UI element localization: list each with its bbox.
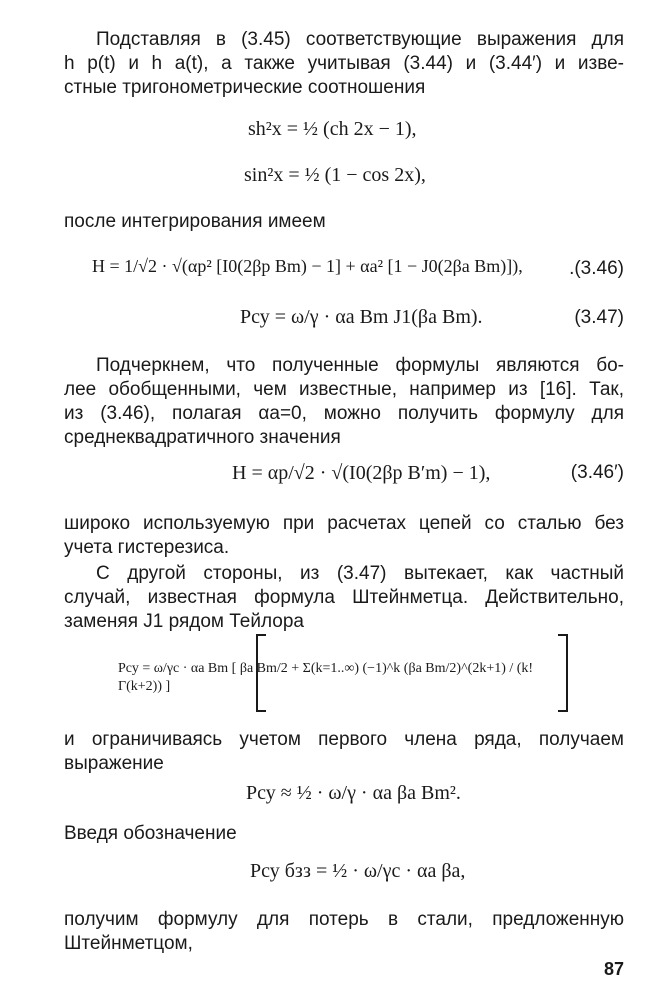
text-line: лее обобщенными, чем известные, например из [16]. Так, xyxy=(64,379,624,400)
equation-number-3-46-prime: (3.46′) xyxy=(570,462,624,483)
formula-text: Pсу = ω/γс · αa Bm [ βa Bm/2 + Σ(k=1..∞) (−1)^k (βa Bm/2)^(2k+1) / (k! Γ(k+2)) ] xyxy=(118,661,534,694)
equation-definition xyxy=(250,860,465,883)
text-line: Штейнметцом, xyxy=(64,933,193,954)
text-line: Подчеркнем, что полученные формулы являются бо- xyxy=(96,355,624,376)
equation-3-47 xyxy=(240,306,483,329)
formula-sin2 xyxy=(244,164,426,187)
text-line: заменяя J1 рядом Тейлора xyxy=(64,611,304,632)
paragraph-steinmetz xyxy=(64,562,624,634)
text-line: из (3.46), полагая αа=0, можно получить формулу для xyxy=(64,403,624,424)
text-line: учета гистерезиса. xyxy=(64,537,230,558)
text-line: Подставляя в (3.45) соответствующие выражения для xyxy=(96,29,624,50)
paragraph-intro xyxy=(64,28,624,100)
text-line: стные тригонометрические соотношения xyxy=(64,77,426,98)
paragraph-first-term xyxy=(64,728,624,776)
series-bracket-right xyxy=(558,634,568,712)
paragraph-generalization xyxy=(64,354,624,450)
equation-number-3-46: .(3.46) xyxy=(569,258,624,279)
equation-taylor-series xyxy=(118,660,552,696)
equation-3-46 xyxy=(92,256,523,277)
paragraph-notation xyxy=(64,822,624,846)
text-line: после интегрирования имеем xyxy=(64,211,326,232)
text-line: широко используемую при расчетах цепей со сталью без xyxy=(64,513,624,534)
formula-text: H = αp/√2 · √(I0(2βp B′m) − 1), xyxy=(232,462,491,484)
text-line: h p(t) и h a(t), а также учитывая (3.44) и (3.44′) и изве- xyxy=(64,53,624,74)
formula-text: sin²x = ½ (1 − cos 2x), xyxy=(244,164,426,186)
text-line: С другой стороны, из (3.47) вытекает, как частный xyxy=(96,563,624,584)
text-line: выражение xyxy=(64,753,164,774)
text-line: Введя обозначение xyxy=(64,823,237,844)
equation-number-3-47: (3.47) xyxy=(574,307,624,328)
equation-3-46-prime xyxy=(232,462,490,485)
paragraph-conclusion xyxy=(64,908,624,956)
text-line: среднеквадратичного значения xyxy=(64,427,341,448)
formula-text: Pсу бзз = ½ · ω/γс · αa βa, xyxy=(250,860,466,882)
formula-text: Pсу = ω/γ · αa Bm J1(βa Bm). xyxy=(240,306,483,328)
text-line: и ограничиваясь учетом первого члена ряда, получаем xyxy=(64,729,624,750)
formula-text: H = 1/√2 · √(αp² [I0(2βp Bm) − 1] + αa² [1 − J0(2βa Bm)]), xyxy=(92,256,523,276)
paragraph-after-integration xyxy=(64,210,624,234)
formula-text: Pсу ≈ ½ · ω/γ · αa βa Bm². xyxy=(246,782,461,804)
page-number: 87 xyxy=(603,959,624,979)
text-line: случай, известная формула Штейнметца. Действительно, xyxy=(64,587,624,608)
formula-text: sh²x = ½ (ch 2x − 1), xyxy=(248,118,417,140)
text-line: получим формулу для потерь в стали, предложенную xyxy=(64,909,624,930)
formula-sh2 xyxy=(248,118,417,141)
paragraph-widely-used xyxy=(64,512,624,560)
equation-approximation xyxy=(246,782,461,805)
